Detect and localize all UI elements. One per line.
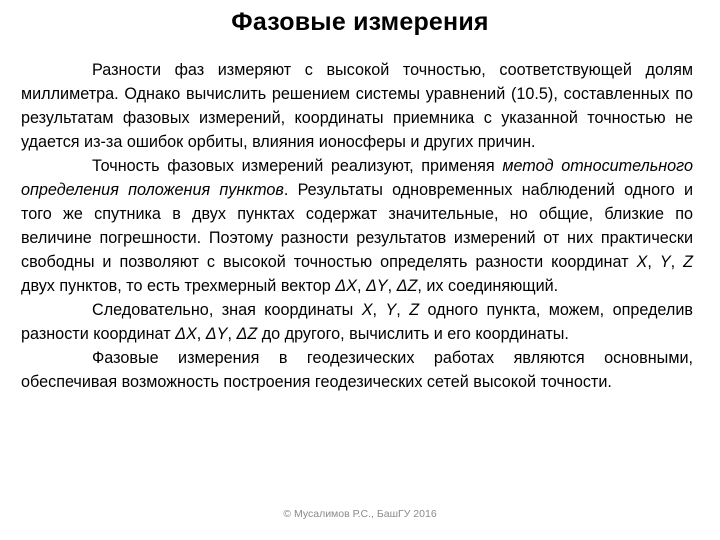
paragraph-2-delta-x: ΔX bbox=[335, 277, 357, 295]
paragraph-1-text: Разности фаз измеряют с высокой точностью, соответствующей долям миллиметра. Однако вычислить решением системы уравнений (10.5), составленных по результатам фазовых измерений, координаты приемника с указанной точностью не удается из-за ошибок орбиты, влияния ионосферы и других причин. bbox=[21, 61, 693, 151]
paragraph-3 bbox=[21, 298, 693, 346]
paragraph-2-var-z: Z bbox=[683, 253, 694, 271]
paragraph-2-text-2: . Результаты одновременных наблюдений одного и того же спутника в двух пунктах содержат значительные, но общие, близкие по величине погрешности. Поэтому разности результатов измерений от них практически свободны и позволяют с высокой точностью определять разности координат bbox=[21, 181, 693, 271]
page-title: Фазовые измерения bbox=[231, 8, 489, 36]
paragraph-3-var-y: Y bbox=[385, 301, 397, 319]
paragraph-2-delta-y: ΔY bbox=[365, 277, 388, 295]
paragraph-3-sep-1: , bbox=[372, 301, 386, 319]
paragraph-3-text-3: до другого, вычислить и его координаты. bbox=[257, 325, 569, 343]
paragraph-2-sep-1: , bbox=[647, 253, 660, 271]
paragraph-3-sep-4: , bbox=[227, 325, 237, 343]
paragraph-2-sep-2: , bbox=[670, 253, 684, 271]
paragraph-3-var-x: X bbox=[361, 301, 373, 319]
paragraph-3-delta-y: ΔY bbox=[205, 325, 228, 343]
paragraph-3-delta-z: ΔZ bbox=[236, 325, 258, 343]
paragraph-4 bbox=[21, 346, 693, 394]
paragraph-2-text-3: двух пунктов, то есть трехмерный вектор bbox=[21, 277, 336, 295]
paragraph-2-sep-4: , bbox=[387, 277, 397, 295]
paragraph-2-text-4: , их соединяющий. bbox=[417, 277, 559, 295]
paragraph-3-text-2: одного пункта, можем, определив разности координат bbox=[21, 301, 693, 343]
paragraph-1 bbox=[21, 58, 693, 154]
footer-copyright: © Мусалимов Р.С., БашГУ 2016 bbox=[283, 508, 437, 520]
paragraph-2-text-1: Точность фазовых измерений реализуют, применяя bbox=[92, 157, 503, 175]
paragraph-2 bbox=[21, 154, 693, 298]
paragraph-3-text-1: Следовательно, зная координаты bbox=[92, 301, 362, 319]
paragraph-3-sep-2: , bbox=[396, 301, 410, 319]
paragraph-3-sep-3: , bbox=[196, 325, 206, 343]
paragraph-4-text: Фазовые измерения в геодезических работах являются основными, обеспечивая возможность построения геодезических сетей высокой точности. bbox=[21, 349, 693, 391]
body-text bbox=[21, 58, 693, 394]
paragraph-3-delta-x: ΔX bbox=[175, 325, 197, 343]
paragraph-2-term-method: метод относительного определения положения пунктов bbox=[21, 157, 693, 199]
paragraph-2-var-y: Y bbox=[659, 253, 671, 271]
paragraph-2-delta-z: ΔZ bbox=[396, 277, 418, 295]
paragraph-3-var-z: Z bbox=[409, 301, 420, 319]
paragraph-2-sep-3: , bbox=[356, 277, 366, 295]
paragraph-2-var-x: X bbox=[636, 253, 648, 271]
